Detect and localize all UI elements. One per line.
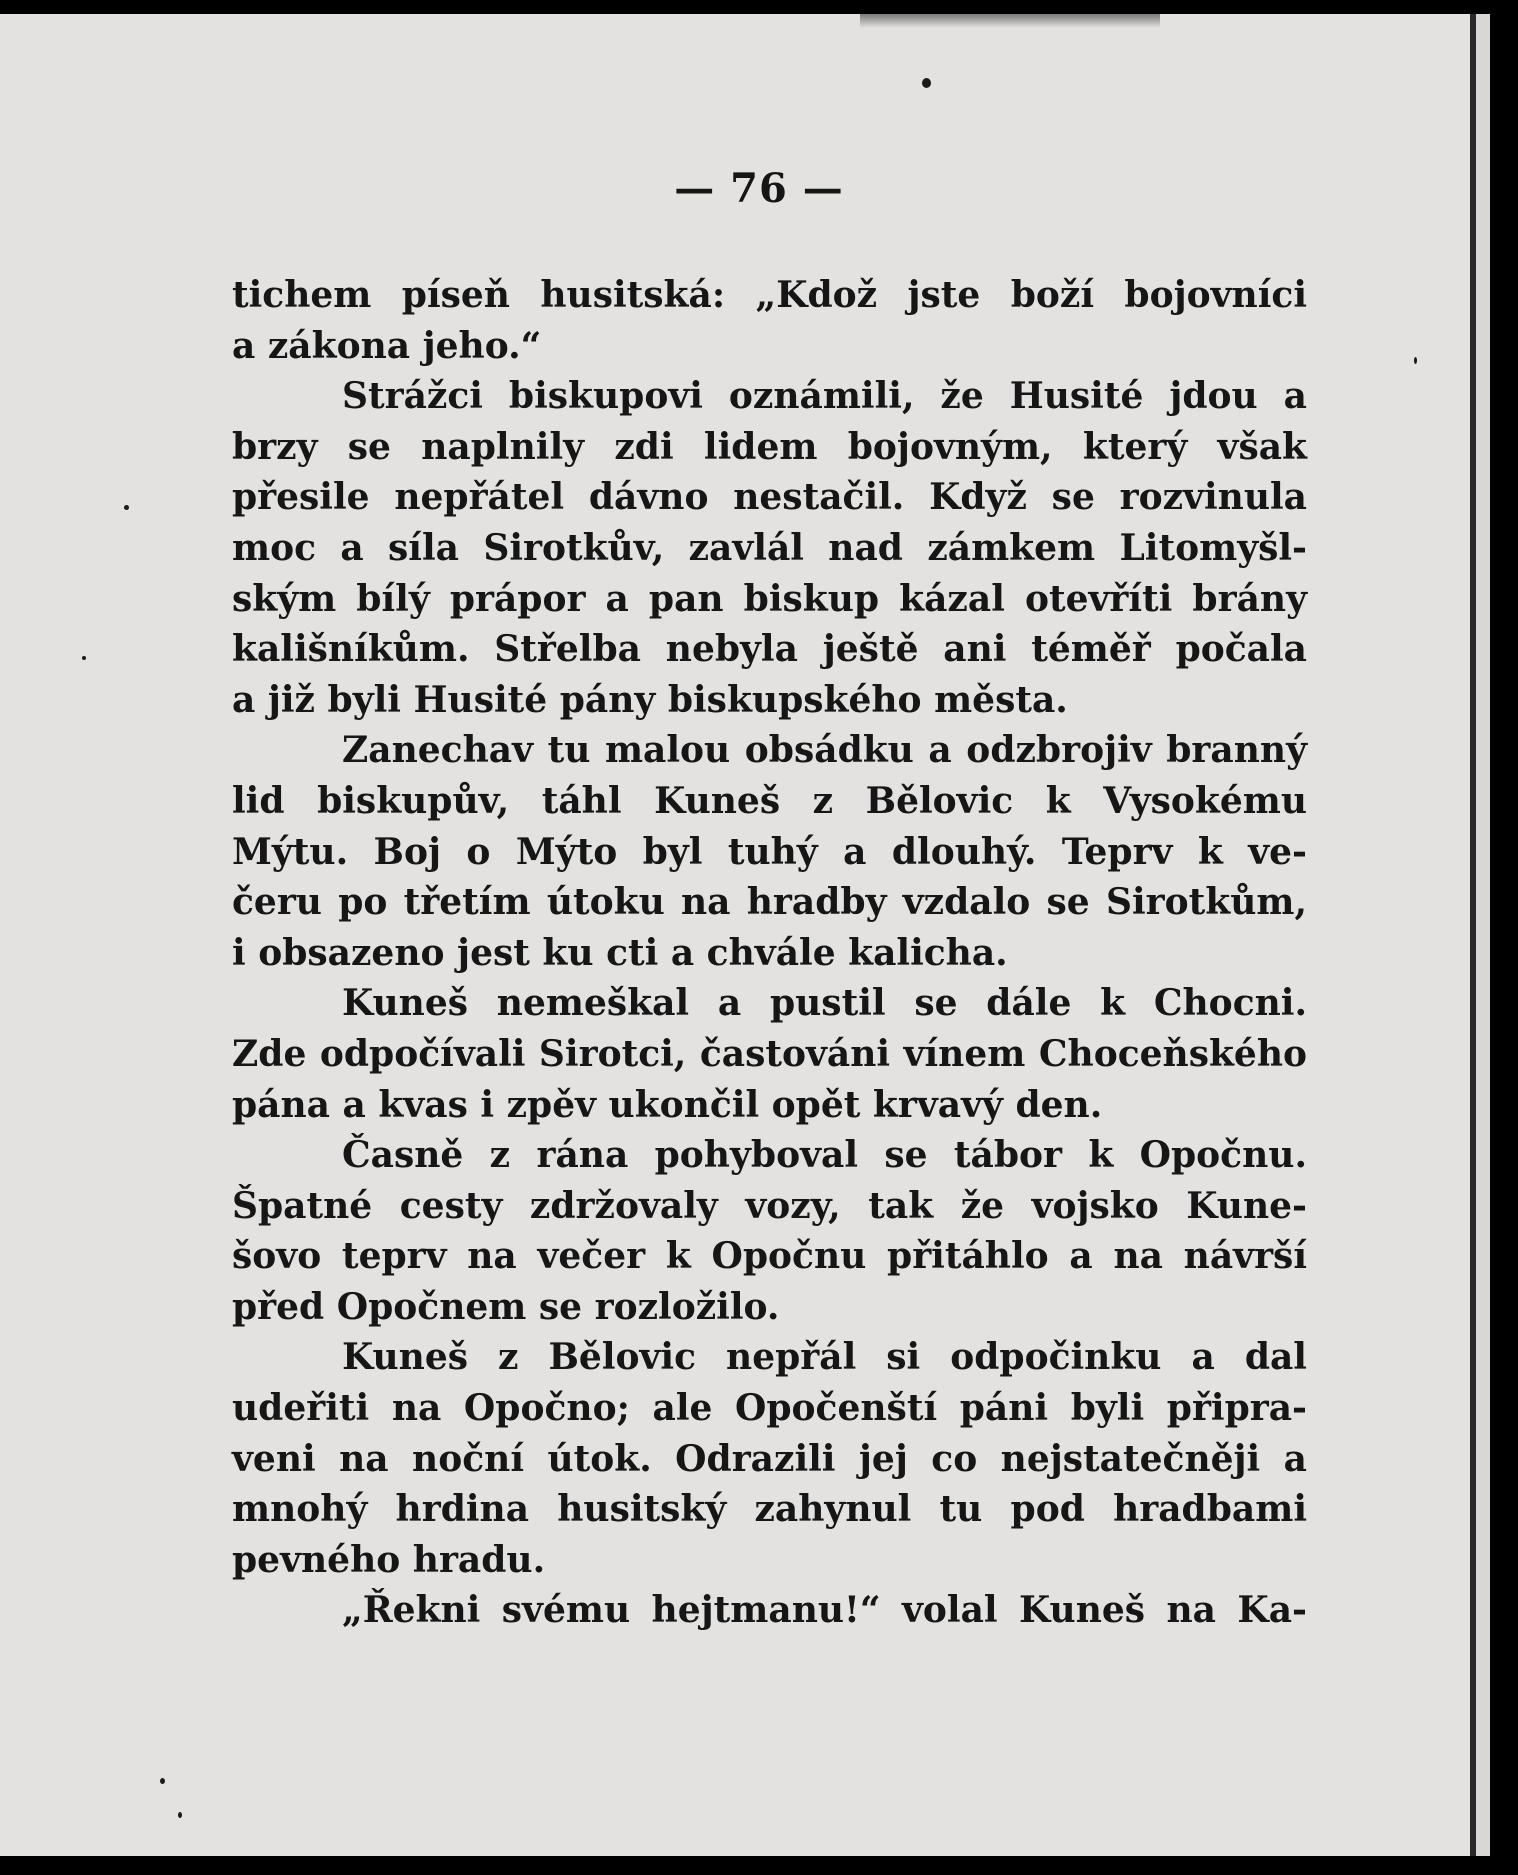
- text-line: Špatné cesty zdržovaly vozy, tak že vojsko Kune-: [232, 1184, 1307, 1227]
- ink-speck: [178, 1812, 182, 1818]
- text-line: Mýtu. Boj o Mýto byl tuhý a dlouhý. Teprv k ve-: [232, 830, 1307, 873]
- text-line: Kuneš nemeškal a pustil se dále k Chocni.: [342, 982, 1307, 1025]
- ink-speck: [922, 78, 931, 88]
- ink-speck: [1414, 357, 1417, 364]
- text-line: mnohý hrdina husitský zahynul tu pod hradbami: [232, 1488, 1307, 1531]
- text-line: lid biskupův, táhl Kuneš z Bělovic k Vysokému: [232, 779, 1307, 822]
- text-line: pána a kvas i zpěv ukončil opět krvavý den.: [232, 1083, 1103, 1126]
- next-page-strip: [1476, 14, 1490, 1856]
- text-line: tichem píseň husitská: „Kdož jste boží bojovníci: [232, 274, 1307, 316]
- text-line: i obsazeno jest ku cti a chvále kalicha.: [232, 931, 1008, 974]
- text-line: pevného hradu.: [232, 1538, 546, 1581]
- text-line: čeru po třetím útoku na hradby vzdalo se Sirotkům,: [232, 881, 1307, 924]
- text-line: „Řekni svému hejtmanu!“ volal Kuneš na Ka-: [342, 1589, 1307, 1632]
- page-number: — 76 —: [674, 165, 844, 212]
- text-line: moc a síla Sirotkův, zavlál nad zámkem Litomyšl-: [232, 526, 1307, 569]
- ink-speck: [82, 656, 86, 660]
- text-line: před Opočnem se rozložilo.: [232, 1285, 780, 1328]
- text-line: šovo teprv na večer k Opočnu přitáhlo a na návrší: [232, 1235, 1307, 1278]
- ink-speck: [160, 1778, 165, 1784]
- text-line: a již byli Husité pány biskupského města.: [232, 678, 1068, 721]
- text-line: brzy se naplnily zdi lidem bojovným, který však: [232, 425, 1307, 468]
- text-line: Časně z rána pohyboval se tábor k Opočnu.: [342, 1134, 1307, 1177]
- text-line: kališníkům. Střelba nebyla ještě ani téměř počala: [232, 628, 1307, 671]
- ink-speck: [124, 505, 129, 510]
- text-line: Zde odpočívali Sirotci, častováni vínem Choceňského: [232, 1032, 1307, 1075]
- top-edge-shadow: [860, 14, 1160, 28]
- text-line: veni na noční útok. Odrazili jej co nejstatečněji a: [232, 1437, 1307, 1480]
- text-line: Strážci biskupovi oznámili, že Husité jdou a: [342, 375, 1307, 418]
- text-line: přesile nepřátel dávno nestačil. Když se rozvinula: [232, 476, 1307, 519]
- text-line: udeřiti na Opočno; ale Opočenští páni byli připra-: [232, 1387, 1307, 1430]
- text-line: Zanechav tu malou obsádku a odzbrojiv branný: [342, 729, 1307, 772]
- text-line: a zákona jeho.“: [232, 324, 542, 367]
- text-line: ským bílý prápor a pan biskup kázal otevříti brány: [232, 577, 1307, 620]
- body-text: [232, 270, 1307, 1636]
- text-line: Kuneš z Bělovic nepřál si odpočinku a dal: [342, 1336, 1307, 1379]
